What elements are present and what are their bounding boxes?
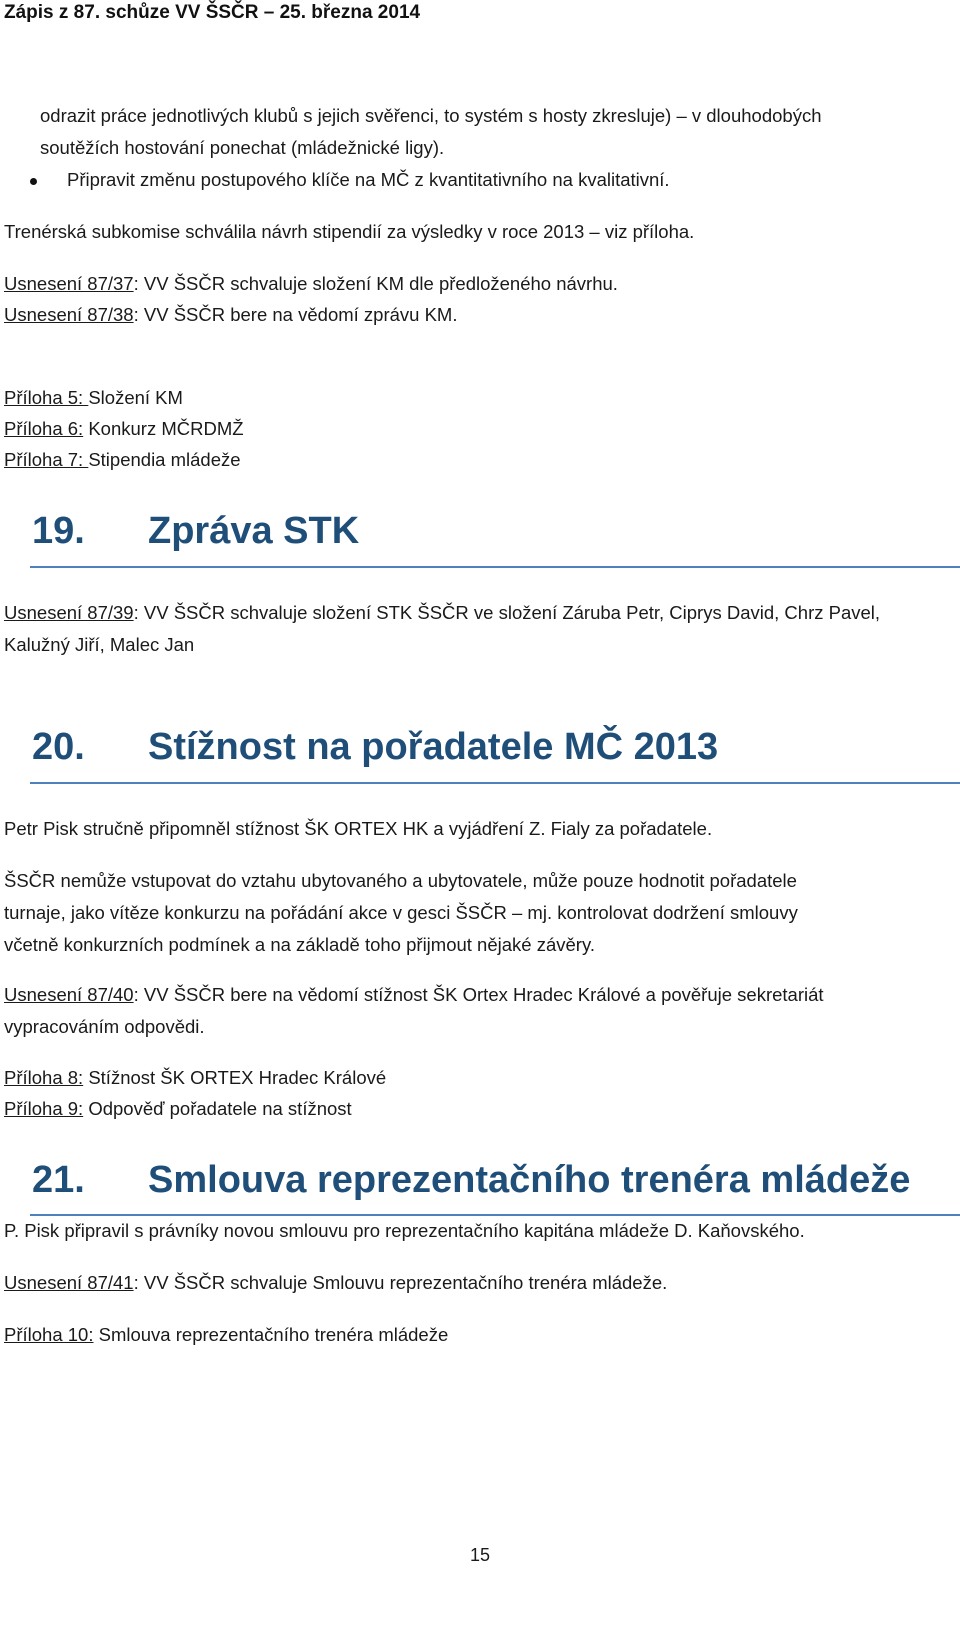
attachment-text: Stížnost ŠK ORTEX Hradec Králové xyxy=(83,1067,387,1088)
section-title: Zpráva STK xyxy=(148,510,360,552)
paragraph-complaint: Petr Pisk stručně připomněl stížnost ŠK ORTEX HK a vyjádření Z. Fialy za pořadatele. xyxy=(4,818,713,839)
paragraph-contract: P. Pisk připravil s právníky novou smlouvu pro reprezentačního kapitána mládeže D. Kaňovského. xyxy=(4,1220,805,1241)
section-heading-20 xyxy=(32,726,718,769)
paragraph-stipend: Trenérská subkomise schválila návrh stipendií za výsledky v roce 2013 – viz příloha. xyxy=(4,221,695,242)
bullet-icon xyxy=(30,178,37,185)
attachment-label: Příloha 5: xyxy=(4,387,89,408)
section-heading-21 xyxy=(32,1159,910,1202)
section-number: 19. xyxy=(32,510,85,552)
text-line: soutěžích hostování ponechat (mládežnické ligy). xyxy=(40,137,445,158)
resolution-text: : VV ŠSČR schvaluje Smlouvu reprezentačního trenéra mládeže. xyxy=(133,1272,668,1293)
attachment-text: Složení KM xyxy=(88,387,183,408)
resolution-87-37 xyxy=(4,268,930,300)
resolution-label: Usnesení 87/40 xyxy=(4,984,134,1005)
text-line: ŠSČR nemůže vstupovat do vztahu ubytovaného a ubytovatele, může pouze hodnotit pořadatele xyxy=(4,870,797,891)
attachment-9 xyxy=(4,1093,930,1125)
section-title: Stížnost na pořadatele MČ 2013 xyxy=(148,726,719,768)
resolution-label: Usnesení 87/41 xyxy=(4,1272,134,1293)
resolution-text: : VV ŠSČR schvaluje složení STK ŠSČR ve složení Záruba Petr, Ciprys David, Chrz Pavel, xyxy=(133,602,881,623)
attachment-8 xyxy=(4,1062,930,1094)
heading-rule xyxy=(30,782,960,784)
paragraph-continuation xyxy=(4,100,930,164)
resolution-text: Kalužný Jiří, Malec Jan xyxy=(4,634,195,655)
resolution-label: Usnesení 87/38 xyxy=(4,304,134,325)
attachment-label: Příloha 10: xyxy=(4,1324,94,1345)
resolution-text: vypracováním odpovědi. xyxy=(4,1016,205,1037)
attachment-5 xyxy=(4,382,930,414)
attachment-text: Konkurz MČRDMŽ xyxy=(83,418,244,439)
resolution-label: Usnesení 87/39 xyxy=(4,602,134,623)
resolution-87-38 xyxy=(4,299,930,331)
attachment-label: Příloha 7: xyxy=(4,449,89,470)
attachment-10 xyxy=(4,1319,930,1351)
bullet-item: Připravit změnu postupového klíče na MČ z kvantitativního na kvalitativní. xyxy=(67,169,670,190)
attachment-label: Příloha 6: xyxy=(4,418,84,439)
heading-rule xyxy=(30,566,960,568)
attachment-text: Smlouva reprezentačního trenéra mládeže xyxy=(93,1324,449,1345)
attachment-7 xyxy=(4,444,930,476)
section-title: Smlouva reprezentačního trenéra mládeže xyxy=(148,1159,911,1201)
attachment-label: Příloha 9: xyxy=(4,1098,84,1119)
attachment-label: Příloha 8: xyxy=(4,1067,84,1088)
attachment-text: Stipendia mládeže xyxy=(88,449,241,470)
page-number: 15 xyxy=(469,1545,491,1565)
page-header-title: Zápis z 87. schůze VV ŠSČR – 25. března 2014 xyxy=(4,2,421,23)
resolution-87-39 xyxy=(4,597,930,661)
resolution-label: Usnesení 87/37 xyxy=(4,273,134,294)
resolution-87-41 xyxy=(4,1267,930,1299)
resolution-text: : VV ŠSČR schvaluje složení KM dle předloženého návrhu. xyxy=(133,273,618,294)
text-line: včetně konkurzních podmínek a na základě toho přijmout nějaké závěry. xyxy=(4,934,595,955)
attachment-text: Odpověď pořadatele na stížnost xyxy=(83,1098,352,1119)
text-line: odrazit práce jednotlivých klubů s jejich svěřenci, to systém s hosty zkresluje) – v dlouhodobých xyxy=(40,105,822,126)
section-number: 20. xyxy=(32,726,85,768)
resolution-87-40 xyxy=(4,979,930,1043)
section-number: 21. xyxy=(32,1159,85,1201)
resolution-text: : VV ŠSČR bere na vědomí zprávu KM. xyxy=(133,304,458,325)
paragraph-position xyxy=(4,865,930,961)
attachment-6 xyxy=(4,413,930,445)
text-line: turnaje, jako vítěze konkurzu na pořádání akce v gesci ŠSČR – mj. kontrolovat dodržení smlouvy xyxy=(4,902,798,923)
resolution-text: : VV ŠSČR bere na vědomí stížnost ŠK Ortex Hradec Králové a pověřuje sekretariát xyxy=(133,984,824,1005)
section-heading-19 xyxy=(32,510,359,553)
